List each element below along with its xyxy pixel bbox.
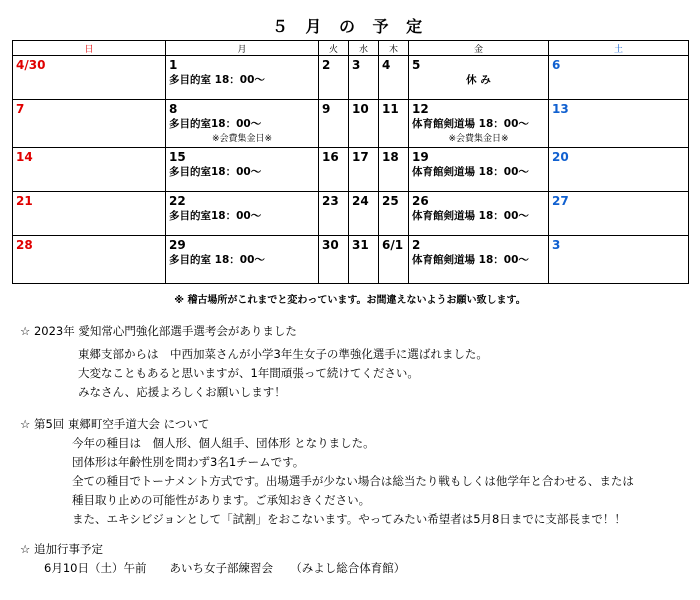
day-number: 9: [322, 102, 331, 116]
section-selection-line: みなさん、応援よろしくお願いします！: [78, 385, 286, 399]
section-events-heading: ☆ 追加行事予定: [20, 542, 103, 556]
day-event: 体育館剣道場 18：00～: [412, 166, 529, 178]
day-number: 10: [352, 102, 369, 116]
section-tournament-line: 種目取り止めの可能性があります。ご承知おきください。: [72, 493, 371, 507]
day-number: 4/30: [16, 58, 46, 72]
section-selection-heading: ☆ 2023年 愛知常心門強化部選手選考会がありました: [20, 324, 297, 338]
day-event: 体育館剣道場 18：00～: [412, 254, 529, 266]
calendar-day-cell: [349, 56, 379, 100]
weekday-header-row: [13, 41, 689, 56]
day-event: 多目的室18：00～: [169, 210, 262, 222]
calendar-day-cell: [409, 192, 549, 236]
day-number: 18: [382, 150, 399, 164]
weekday-header-mon: 月: [166, 41, 319, 56]
section-selection-line: 東郷支部からは 中西加菜さんが小学3年生女子の準強化選手に選ばれました。: [78, 347, 488, 361]
day-number: 26: [412, 194, 429, 208]
calendar-week: [13, 56, 689, 100]
weekday-header-wed: 水: [349, 41, 379, 56]
day-number: 4: [382, 58, 391, 72]
calendar-day-cell: [166, 56, 319, 100]
calendar-day-cell: [166, 100, 319, 148]
calendar-day-cell: [409, 236, 549, 284]
section-tournament-line: 今年の種目は 個人形、個人組手、団体形 となりました。: [72, 436, 375, 450]
day-number: 20: [552, 150, 569, 164]
day-number: 31: [352, 238, 369, 252]
calendar-day-cell: [319, 56, 349, 100]
day-number: 12: [412, 102, 429, 116]
calendar-day-cell: [349, 192, 379, 236]
section-tournament-line: 全ての種目でトーナメント方式です。出場選手が少ない場合は総当たり戦もしくは他学年と合わせる、または: [72, 474, 634, 488]
day-number: 27: [552, 194, 569, 208]
day-note: ※会費集金日※: [448, 134, 509, 144]
day-event: 多目的室18：00～: [169, 166, 262, 178]
weekday-header-sat: 土: [549, 41, 689, 56]
calendar-day-cell: [13, 100, 166, 148]
day-event: 体育館剣道場 18：00～: [412, 210, 529, 222]
weekday-header-thu: 木: [379, 41, 409, 56]
day-number: 15: [169, 150, 186, 164]
day-number: 6/1: [382, 238, 404, 252]
day-number: 24: [352, 194, 369, 208]
weekday-header-tue: 火: [319, 41, 349, 56]
calendar-week: [13, 192, 689, 236]
day-number: 17: [352, 150, 369, 164]
day-number: 2: [322, 58, 331, 72]
calendar-day-cell: [166, 236, 319, 284]
calendar-day-cell: [379, 192, 409, 236]
calendar-week: [13, 100, 689, 148]
calendar-day-cell: [379, 100, 409, 148]
day-number: 5: [412, 58, 421, 72]
day-number: 22: [169, 194, 186, 208]
day-number: 16: [322, 150, 339, 164]
calendar-day-cell: [409, 56, 549, 100]
section-events-line: 6月10日（土）午前 あいち女子部練習会 （みよし総合体育館）: [44, 561, 406, 575]
calendar-day-cell: [349, 236, 379, 284]
day-number: 13: [552, 102, 569, 116]
day-event: 多目的室18：00～: [169, 118, 262, 130]
calendar-day-cell: [319, 236, 349, 284]
calendar-day-cell: [349, 100, 379, 148]
calendar-day-cell: [13, 192, 166, 236]
calendar-day-cell: [379, 236, 409, 284]
calendar-day-cell: [13, 236, 166, 284]
calendar-week: [13, 236, 689, 284]
day-number: 3: [352, 58, 361, 72]
day-number: 6: [552, 58, 561, 72]
calendar-week: [13, 148, 689, 192]
calendar-day-cell: [379, 56, 409, 100]
calendar-day-cell: [549, 100, 689, 148]
day-number: 23: [322, 194, 339, 208]
day-number: 28: [16, 238, 33, 252]
location-footnote: ※ 稽古場所がこれまでと変わっています。お間違えないようお願い致します。: [174, 295, 526, 306]
section-tournament-line: また、エキシビジョンとして「試割」をおこないます。やってみたい希望者は5月8日までに支部長まで！！: [72, 512, 626, 526]
section-tournament-heading: ☆ 第5回 東郷町空手道大会 について: [20, 417, 210, 431]
calendar-day-cell: [349, 148, 379, 192]
section-selection-line: 大変なこともあると思いますが、1年間頑張って続けてください。: [78, 366, 419, 380]
day-number: 21: [16, 194, 33, 208]
day-event: 体育館剣道場 18：00～: [412, 118, 529, 130]
day-number: 2: [412, 238, 421, 252]
page-title: ５ 月 の 予 定: [271, 17, 429, 36]
day-number: 7: [16, 102, 25, 116]
calendar-day-cell: [319, 148, 349, 192]
day-number: 14: [16, 150, 33, 164]
day-number: 29: [169, 238, 186, 252]
weekday-header-fri: 金: [409, 41, 549, 56]
section-tournament-line: 団体形は年齢性別を問わず3名1チームです。: [72, 455, 305, 469]
calendar-day-cell: [549, 56, 689, 100]
calendar-day-cell: [379, 148, 409, 192]
calendar-day-cell: [549, 148, 689, 192]
calendar-day-cell: [166, 148, 319, 192]
calendar-day-cell: [549, 236, 689, 284]
calendar-day-cell: [13, 56, 166, 100]
day-event: 休 み: [466, 74, 491, 86]
calendar-table: [12, 40, 689, 284]
day-number: 3: [552, 238, 561, 252]
day-number: 11: [382, 102, 399, 116]
calendar-day-cell: [319, 100, 349, 148]
calendar-day-cell: [166, 192, 319, 236]
day-number: 30: [322, 238, 339, 252]
day-note: ※会費集金日※: [211, 134, 273, 144]
weekday-header-sun: 日: [13, 41, 166, 56]
day-event: 多目的室 18：00～: [169, 254, 265, 266]
calendar-day-cell: [409, 100, 549, 148]
calendar-day-cell: [319, 192, 349, 236]
calendar-day-cell: [549, 192, 689, 236]
day-number: 8: [169, 102, 178, 116]
calendar-day-cell: [13, 148, 166, 192]
day-event: 多目的室 18：00～: [169, 74, 265, 86]
day-number: 1: [169, 58, 178, 72]
day-number: 19: [412, 150, 429, 164]
calendar-day-cell: [409, 148, 549, 192]
day-number: 25: [382, 194, 399, 208]
